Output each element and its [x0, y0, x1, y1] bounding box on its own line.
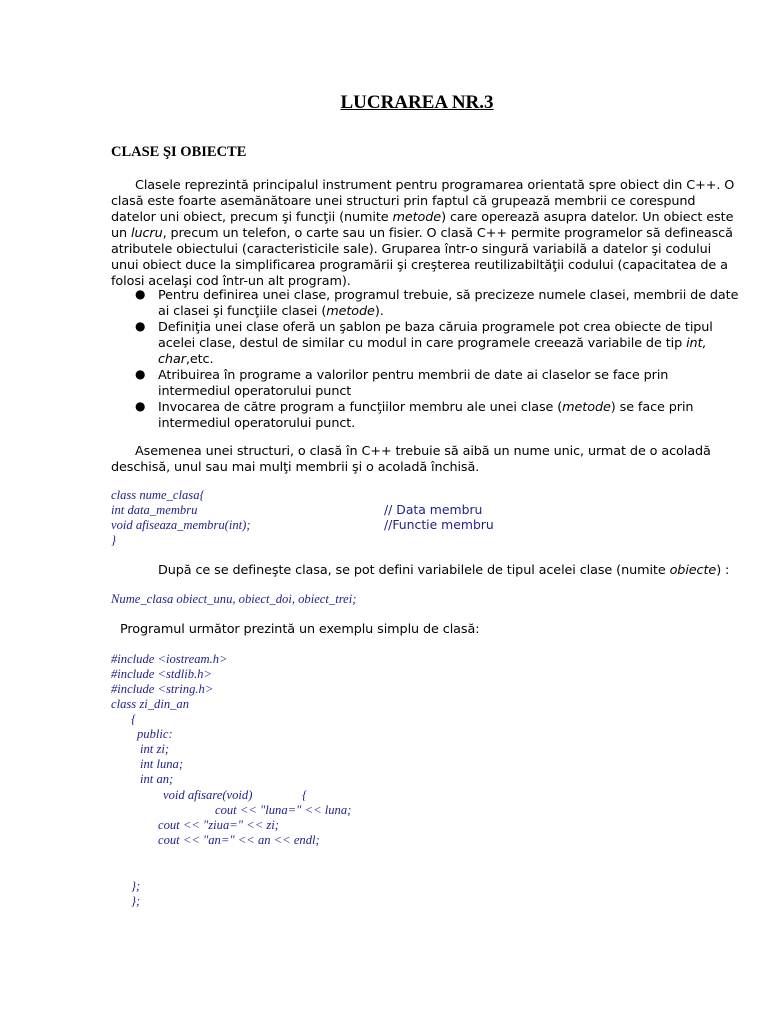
- bullet-2-line-3-b: ,etc.: [185, 352, 214, 367]
- bullet-2-line-1: Definiţia unei clase oferă un şablon pe baza căruia programele pot crea obiecte de tipul: [158, 320, 713, 335]
- intro-line-7: folosi acelaşi cod într-un alt program).: [111, 274, 351, 289]
- bullet-3-line-2: intermediul operatorului punct: [158, 384, 352, 399]
- para4: Programul următor prezintă un exemplu simplu de clasă:: [120, 622, 480, 637]
- code1-comment-2: //Functie membru: [384, 517, 494, 532]
- code3-line-7: int zi;: [140, 742, 170, 756]
- code3-line-13: cout << "ziua=" << zi;: [158, 818, 279, 832]
- bullet-2-line-2-em: int,: [686, 336, 707, 351]
- bullet-icon: ●: [135, 287, 146, 301]
- code3-line-4: class zi_din_an: [111, 697, 190, 711]
- bullet-4-line-1-a: Invocarea de către program a funcţiilor membru ale unei clase (: [158, 400, 563, 415]
- code1-comment-1: // Data membru: [384, 502, 483, 517]
- para3-em: obiecte: [669, 563, 717, 578]
- intro-line-2: clasă este foarte asemănătoare unei structuri prin faptul că grupează membrii ce corespund: [111, 194, 696, 209]
- bullet-4-line-2: intermediul operatorului punct.: [158, 416, 356, 431]
- code3-line-14: cout << "an=" << an << endl;: [158, 833, 320, 847]
- para3-a: După ce se defineşte clasa, se pot defini variabilele de tipul acelei clase (numite: [158, 563, 670, 578]
- code3-line-2: #include <stdlib.h>: [111, 667, 212, 681]
- intro-line-3-a: datelor uni obiect, precum şi funcţii (numite: [111, 210, 393, 225]
- code3-line-11: {: [302, 788, 308, 802]
- bullet-icon: ●: [135, 367, 146, 381]
- intro-line-4-b: , precum un telefon, o carte sau un fisier. O clasă C++ permite programelor să definească: [162, 226, 733, 241]
- intro-line-4-em: lucru: [131, 226, 163, 241]
- code3-line-3: #include <string.h>: [111, 682, 214, 696]
- bullet-2-line-3: [158, 352, 213, 368]
- intro-line-4-a: un: [111, 226, 131, 241]
- para2-line-2: deschisă, unul sau mai mulţi membrii şi o acoladă închisă.: [111, 460, 480, 475]
- code1-line-2: int data_membru: [111, 503, 198, 517]
- para3-b: ) :: [716, 563, 730, 578]
- bullet-2-line-3-em: char: [158, 352, 186, 367]
- bullet-4-line-1-b: ) se face prin: [610, 400, 694, 415]
- bullet-2-line-2: [158, 336, 706, 352]
- bullet-icon: ●: [135, 319, 146, 333]
- bullet-icon: ●: [135, 399, 146, 413]
- intro-line-3-em: metode: [392, 210, 442, 225]
- bullet-1-line-2-a: ai clasei şi funcţiile clasei (: [158, 304, 327, 319]
- code3-line-16: };: [131, 894, 141, 908]
- code1-line-1: class nume_clasa{: [111, 488, 205, 502]
- intro-line-3: [111, 210, 733, 226]
- bullet-1-line-1: Pentru definirea unei clase, programul trebuie, să precizeze numele clasei, membrii de date: [158, 288, 739, 303]
- code3-line-8: int luna;: [140, 757, 184, 771]
- intro-line-1: Clasele reprezintă principalul instrument pentru programarea orientată spre obiect din C++. O: [135, 178, 735, 193]
- bullet-3-line-1: Atribuirea în programe a valorilor pentru membrii de date ai claselor se face prin: [158, 368, 669, 383]
- code3-line-15: };: [131, 879, 141, 893]
- code3-line-5: {: [131, 712, 137, 726]
- page-title: LUCRAREA NR.3: [340, 92, 494, 113]
- code3-line-10: void afisare(void): [163, 788, 253, 802]
- bullet-1-line-2: [158, 304, 384, 320]
- code3-line-1: #include <iostream.h>: [111, 652, 228, 666]
- section-heading: CLASE ŞI OBIECTE: [111, 144, 247, 160]
- intro-line-3-b: ) care operează asupra datelor. Un obiect este: [441, 210, 734, 225]
- intro-line-5: atributele obiectului (caracteristicile sale). Gruparea într-o singură variabilă a datelor şi codului: [111, 242, 712, 257]
- code3-line-9: int an;: [140, 772, 174, 786]
- code3-line-12: cout << "luna=" << luna;: [215, 803, 352, 817]
- para2-line-1: Asemenea unei structuri, o clasă în C++ trebuie să aibă un nume unic, urmat de o acoladă: [135, 444, 711, 459]
- bullet-4-line-1: [158, 400, 693, 416]
- bullet-1-line-2-b: ).: [374, 304, 384, 319]
- bullet-1-line-2-em: metode: [326, 304, 375, 319]
- bullet-2-line-2-a: acelei clase, destul de similar cu modul in care programele creează variabile de tip: [158, 336, 687, 351]
- code1-line-3: void afiseaza_membru(int);: [111, 518, 251, 532]
- intro-line-6: unui obiect duce la simplificarea programării şi creşterea reutilizabiltăţii codului (capacitatea de a: [111, 258, 728, 273]
- intro-line-4: [111, 226, 733, 242]
- code1-line-4: }: [111, 533, 117, 547]
- code3-line-6: public:: [137, 727, 173, 741]
- bullet-4-line-1-em: metode: [562, 400, 611, 415]
- code2-line: Nume_clasa obiect_unu, obiect_doi, obiect_trei;: [111, 592, 357, 606]
- para3: [158, 563, 729, 579]
